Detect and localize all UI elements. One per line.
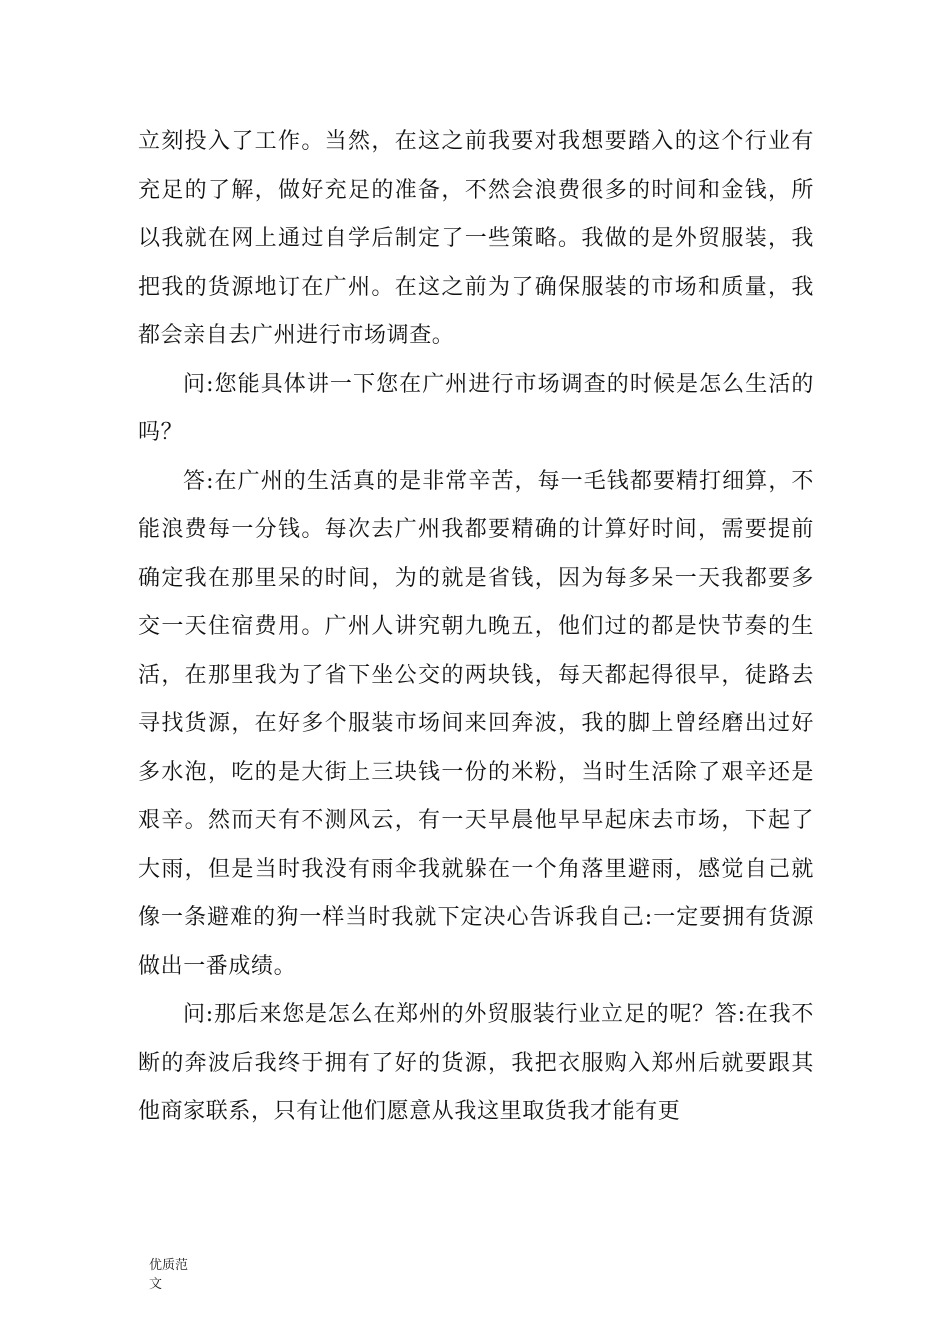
paragraph-answer-1: 答:在广州的生活真的是非常辛苦，每一毛钱都要精打细算，不能浪费每一分钱。每次去广州我都要精确的计算好时间，需要提前确定我在那里呆的时间，为的就是省钱，因为每多呆一天我都要多交一天住宿费用。广州人讲究朝九晚五，他们过的都是快节奏的生活，在那里我为了省下坐公交的两块钱，每天都起得很早，徒路去寻找货源，在好多个服装市场间来回奔波，我的脚上曾经磨出过好多水泡，吃的是大街上三块钱一份的米粉，当时生活除了艰辛还是艰辛。然而天有不测风云，有一天早晨他早早起床去市场，下起了大雨，但是当时我没有雨伞我就躲在一个角落里避雨，感觉自己就像一条避难的狗一样当时我就下定决心告诉我自己:一定要拥有货源做出一番成绩。 bbox=[138, 468, 814, 979]
footer-watermark-text: 优质范文 bbox=[149, 1258, 189, 1292]
document-body bbox=[138, 118, 814, 1137]
paragraph-question-2: 问:那后来您是怎么在郑州的外贸服装行业立足的呢？答:在我不断的奔波后我终于拥有了好的货源，我把衣服购入郑州后就要跟其他商家联系，只有让他们愿意从我这里取货我才能有更 bbox=[138, 1002, 814, 1124]
paragraph-intro: 立刻投入了工作。当然，在这之前我要对我想要踏入的这个行业有充足的了解，做好充足的准备，不然会浪费很多的时间和金钱，所以我就在网上通过自学后制定了一些策略。我做的是外贸服装，我把我的货源地订在广州。在这之前为了确保服装的市场和质量，我都会亲自去广州进行市场调查。 bbox=[138, 129, 814, 348]
paragraph-question-1: 问:您能具体讲一下您在广州进行市场调查的时候是怎么生活的吗？ bbox=[138, 371, 814, 445]
